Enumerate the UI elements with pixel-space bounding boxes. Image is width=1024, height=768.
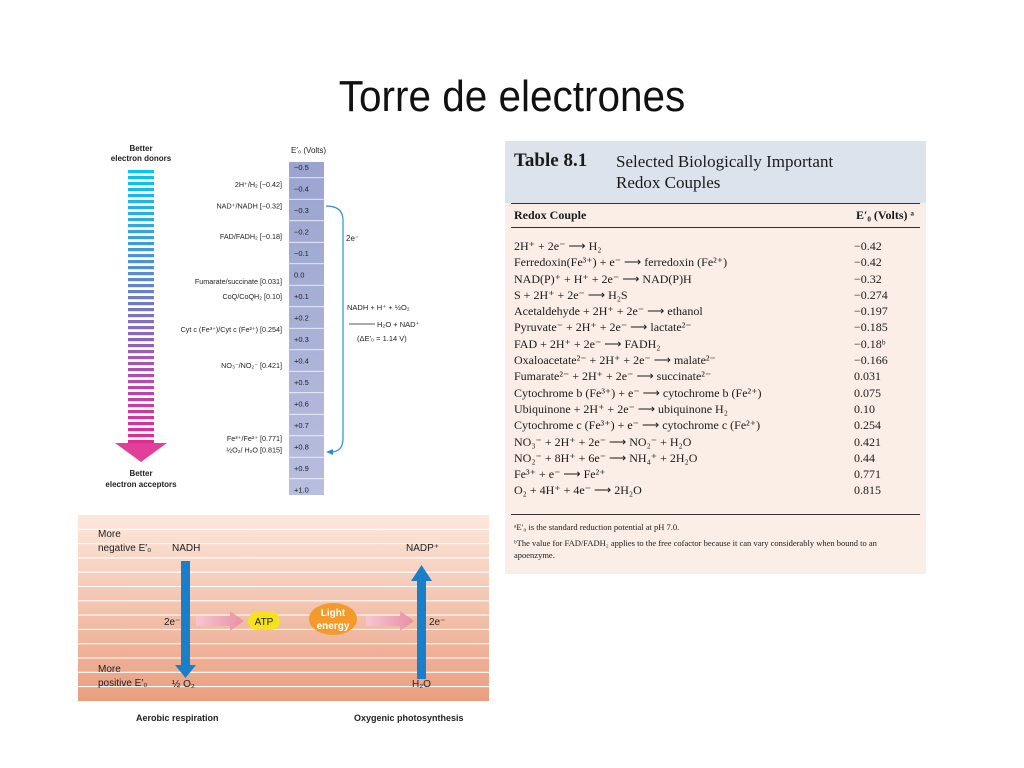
tower-stripe — [128, 332, 154, 335]
table-caption — [616, 151, 916, 193]
scale-tick-label: +0.5 — [294, 378, 309, 387]
bracket-arrowhead — [326, 449, 333, 455]
row-value: 0.254 — [854, 418, 881, 433]
scale-tick-label: −0.1 — [294, 249, 309, 258]
redox-couple-label: 2H⁺/H₂ [−0.42] — [234, 180, 282, 190]
table-row — [514, 466, 914, 482]
tower-stripe — [128, 248, 154, 251]
tower-stripe — [128, 434, 154, 437]
light-label-1: Light — [320, 608, 346, 619]
row-couple: NO₂⁻ + 8H⁺ + 6e⁻ ⟶ NH₄⁺ + 2H₂O — [514, 450, 698, 465]
column-header-couple: Redox Couple — [514, 208, 587, 222]
reaction-line-2: H₂O + NAD⁺ — [377, 320, 420, 329]
table-row — [514, 450, 914, 466]
row-value: −0.42 — [854, 255, 882, 270]
respiration-arrow-shaft — [181, 561, 190, 667]
table-row — [514, 254, 914, 270]
scale-tick-label: +0.7 — [294, 421, 309, 430]
row-couple: Pyruvate⁻ + 2H⁺ + 2e⁻ ⟶ lactate²⁻ — [514, 320, 692, 335]
redox-couple-label: NAD⁺/NADH [−0.32] — [216, 201, 282, 211]
scale-tick-label: +0.2 — [294, 313, 309, 323]
tower-stripe — [128, 188, 154, 191]
tower-stripe — [128, 380, 154, 383]
tower-stripe — [128, 254, 154, 257]
tower-down-arrow — [115, 443, 167, 462]
row-value: −0.274 — [854, 287, 888, 302]
row-value: 0.031 — [854, 369, 881, 384]
tower-stripe — [128, 428, 154, 431]
row-couple: Ubiquinone + 2H⁺ + 2e⁻ ⟶ ubiquinone H₂ — [514, 401, 728, 416]
row-value: −0.185 — [854, 320, 888, 335]
tower-stripe — [128, 314, 154, 317]
table-row — [514, 271, 914, 287]
tower-stripe — [128, 350, 154, 353]
row-value: −0.42 — [854, 239, 882, 253]
redox-couple-label: FAD/FADH₂ [−0.18] — [219, 231, 282, 241]
row-value: 0.771 — [854, 467, 881, 482]
caption-aerobic: Aerobic respiration — [136, 713, 219, 723]
table-caption-line-2: Redox Couples — [616, 173, 721, 192]
row-couple: Cytochrome c (Fe³⁺) + e⁻ ⟶ cytochrome c (Fe²⁺) — [514, 418, 761, 433]
table-number: Table 8.1 — [514, 150, 588, 171]
redox-table — [505, 141, 926, 574]
tower-stripe — [128, 278, 154, 281]
table-row — [514, 287, 914, 303]
row-value: −0.166 — [854, 353, 888, 368]
table-row — [514, 434, 914, 450]
scale-tick-label: +0.8 — [294, 442, 309, 452]
row-value: −0.18ᵇ — [854, 336, 886, 351]
tower-stripe — [128, 404, 154, 407]
row-couple: Oxaloacetate²⁻ + 2H⁺ + 2e⁻ ⟶ malate²⁻ — [514, 353, 716, 368]
more-negative-1: More — [98, 529, 121, 540]
redox-couple-labels — [181, 180, 282, 455]
tower-stripe — [128, 218, 154, 221]
more-positive-1: More — [98, 664, 121, 675]
scale-tick-label: −0.3 — [294, 206, 309, 215]
tower-stripe — [128, 236, 154, 239]
table-rule-top — [511, 203, 920, 204]
nadp-label: NADP⁺ — [406, 543, 440, 554]
scale-tick-label: −0.5 — [294, 163, 309, 172]
row-value: 0.421 — [854, 434, 881, 449]
tower-stripe — [128, 356, 154, 359]
scale-tick-label: +0.6 — [294, 399, 309, 409]
bottom-label-2: electron acceptors — [105, 480, 177, 489]
tower-stripe — [128, 206, 154, 209]
row-couple: NAD(P)⁺ + H⁺ + 2e⁻ ⟶ NAD(P)H — [514, 271, 692, 286]
electron-label: 2e⁻ — [346, 234, 360, 243]
scale-tick-label: 0.0 — [294, 270, 305, 280]
tower-stripe — [128, 284, 154, 287]
table-caption-line-1: Selected Biologically Important — [616, 152, 834, 171]
tower-stripe — [128, 302, 154, 305]
tower-stripe — [128, 230, 154, 233]
tower-stripe — [128, 242, 154, 245]
tower-stripe — [128, 320, 154, 323]
row-value: −0.197 — [854, 304, 888, 319]
slide-title: Torre de electrones — [338, 72, 686, 121]
e-right-label: 2e⁻ — [429, 617, 446, 628]
redox-couple-label: Fumarate/succinate [0.031] — [194, 277, 282, 287]
tower-stripe — [128, 182, 154, 185]
tower-stripe — [128, 212, 154, 215]
redox-couple-label: Cyt c (Fe³⁺)/Cyt c (Fe²⁺) [0.254] — [180, 325, 282, 335]
tower-stripe — [128, 272, 154, 275]
redox-couple-label: Fe³⁺/Fe²⁺ [0.771] — [226, 433, 282, 443]
tower-stripe — [128, 326, 154, 329]
more-positive-2: positive E′₀ — [98, 678, 148, 689]
footnote-b: ᵇThe value for FAD/FADH₂ applies to the free cofactor because it can vary considerably when bound to an apoenzyme. — [514, 538, 877, 560]
tower-stripe — [128, 308, 154, 311]
row-couple: FAD + 2H⁺ + 2e⁻ ⟶ FADH₂ — [514, 336, 661, 351]
tower-stripe — [128, 410, 154, 413]
nadh-label: NADH — [172, 543, 201, 554]
column-header-value: E′₀ (Volts) ᵃ — [855, 208, 914, 222]
table-row — [514, 482, 914, 498]
table-row — [514, 417, 914, 433]
row-couple: Fe³⁺ + e⁻ ⟶ Fe²⁺ — [514, 467, 606, 482]
caption-photosynthesis: Oxygenic photosynthesis — [354, 713, 464, 723]
tower-stripe — [128, 338, 154, 341]
axis-title: E′₀ (Volts) — [291, 146, 327, 155]
tower-stripe — [128, 362, 154, 365]
row-couple: S + 2H⁺ + 2e⁻ ⟶ H₂S — [514, 287, 628, 302]
row-couple: Cytochrome b (Fe³⁺) + e⁻ ⟶ cytochrome b (Fe²⁺) — [514, 385, 762, 400]
tower-stripe — [128, 344, 154, 347]
tower-stripe — [128, 386, 154, 389]
scale-tick-label: +0.4 — [294, 356, 309, 366]
bottom-label-1: Better — [129, 469, 153, 478]
energy-band-figure — [78, 515, 493, 730]
gradient-arrow-stripes — [128, 170, 154, 443]
top-label-2: electron donors — [110, 154, 172, 163]
tower-stripe — [128, 296, 154, 299]
scale-tick-label: +0.9 — [294, 464, 309, 473]
row-couple: O₂ + 4H⁺ + 4e⁻ ⟶ 2H₂O — [514, 483, 642, 498]
table-row — [514, 319, 914, 335]
row-value: −0.32 — [854, 271, 882, 286]
scale-tick-label: −0.4 — [294, 184, 309, 194]
row-value: 0.075 — [854, 385, 881, 400]
tower-stripe — [128, 170, 154, 173]
tower-stripe — [128, 266, 154, 269]
reaction-line-1: NADH + H⁺ + ½O₂ — [347, 303, 410, 312]
row-couple: Ferredoxin(Fe³⁺) + e⁻ ⟶ ferredoxin (Fe²⁺) — [514, 255, 728, 270]
row-value: 0.10 — [854, 401, 875, 416]
tower-stripe — [128, 290, 154, 293]
tower-stripe — [128, 440, 154, 443]
row-couple: Acetaldehyde + 2H⁺ + 2e⁻ ⟶ ethanol — [514, 304, 703, 319]
tower-stripe — [128, 224, 154, 227]
table-row — [514, 385, 914, 401]
atp-label: ATP — [254, 617, 274, 628]
tower-stripe — [128, 374, 154, 377]
table-row — [514, 401, 914, 417]
table-rule-bottom — [511, 514, 920, 515]
more-negative-2: negative E′₀ — [98, 543, 152, 554]
tower-stripe — [128, 392, 154, 395]
tower-stripe — [128, 416, 154, 419]
table-rule-header — [511, 227, 920, 228]
tower-stripe — [128, 260, 154, 263]
table-row — [514, 336, 914, 352]
footnote-a: ᵃE′₀ is the standard reduction potential at pH 7.0. — [514, 522, 680, 532]
tower-stripe — [128, 194, 154, 197]
tower-stripe — [128, 368, 154, 371]
scale-tick-label: +0.1 — [294, 292, 309, 301]
row-value: 0.44 — [854, 450, 875, 465]
table-row — [514, 352, 914, 368]
row-couple: Fumarate²⁻ + 2H⁺ + 2e⁻ ⟶ succinate²⁻ — [514, 369, 712, 384]
row-couple: 2H⁺ + 2e⁻ ⟶ H₂ — [514, 239, 602, 253]
scale-tick-label: −0.2 — [294, 227, 309, 237]
scale-tick-label: +1.0 — [294, 485, 309, 495]
table-row — [514, 303, 914, 319]
photosynthesis-arrow-shaft — [417, 579, 426, 679]
table-body — [514, 238, 914, 499]
row-value: 0.815 — [854, 483, 881, 498]
redox-couple-label: ½O₂/ H₂O [0.815] — [226, 445, 282, 455]
tower-stripe — [128, 422, 154, 425]
o2-label: ½ O₂ — [172, 679, 195, 690]
table-row — [514, 368, 914, 384]
redox-couple-label: CoQ/CoQH₂ [0.10] — [222, 292, 282, 301]
tower-stripe — [128, 176, 154, 179]
reaction-line-3: (ΔE′₀ = 1.14 V) — [357, 334, 407, 343]
table-row — [514, 238, 914, 254]
h2o-label: H₂O — [412, 679, 431, 690]
scale-tick-label: +0.3 — [294, 335, 309, 344]
top-label-1: Better — [129, 144, 153, 153]
electron-flow-bracket — [326, 206, 343, 452]
e-left-label: 2e⁻ — [164, 617, 181, 628]
electron-tower-figure — [95, 140, 420, 500]
tower-stripe — [128, 200, 154, 203]
redox-couple-label: NO₃⁻/NO₂⁻ [0.421] — [221, 361, 282, 371]
tower-stripe — [128, 398, 154, 401]
row-couple: NO₃⁻ + 2H⁺ + 2e⁻ ⟶ NO₂⁻ + H₂O — [514, 434, 692, 449]
light-label-2: energy — [316, 621, 350, 632]
